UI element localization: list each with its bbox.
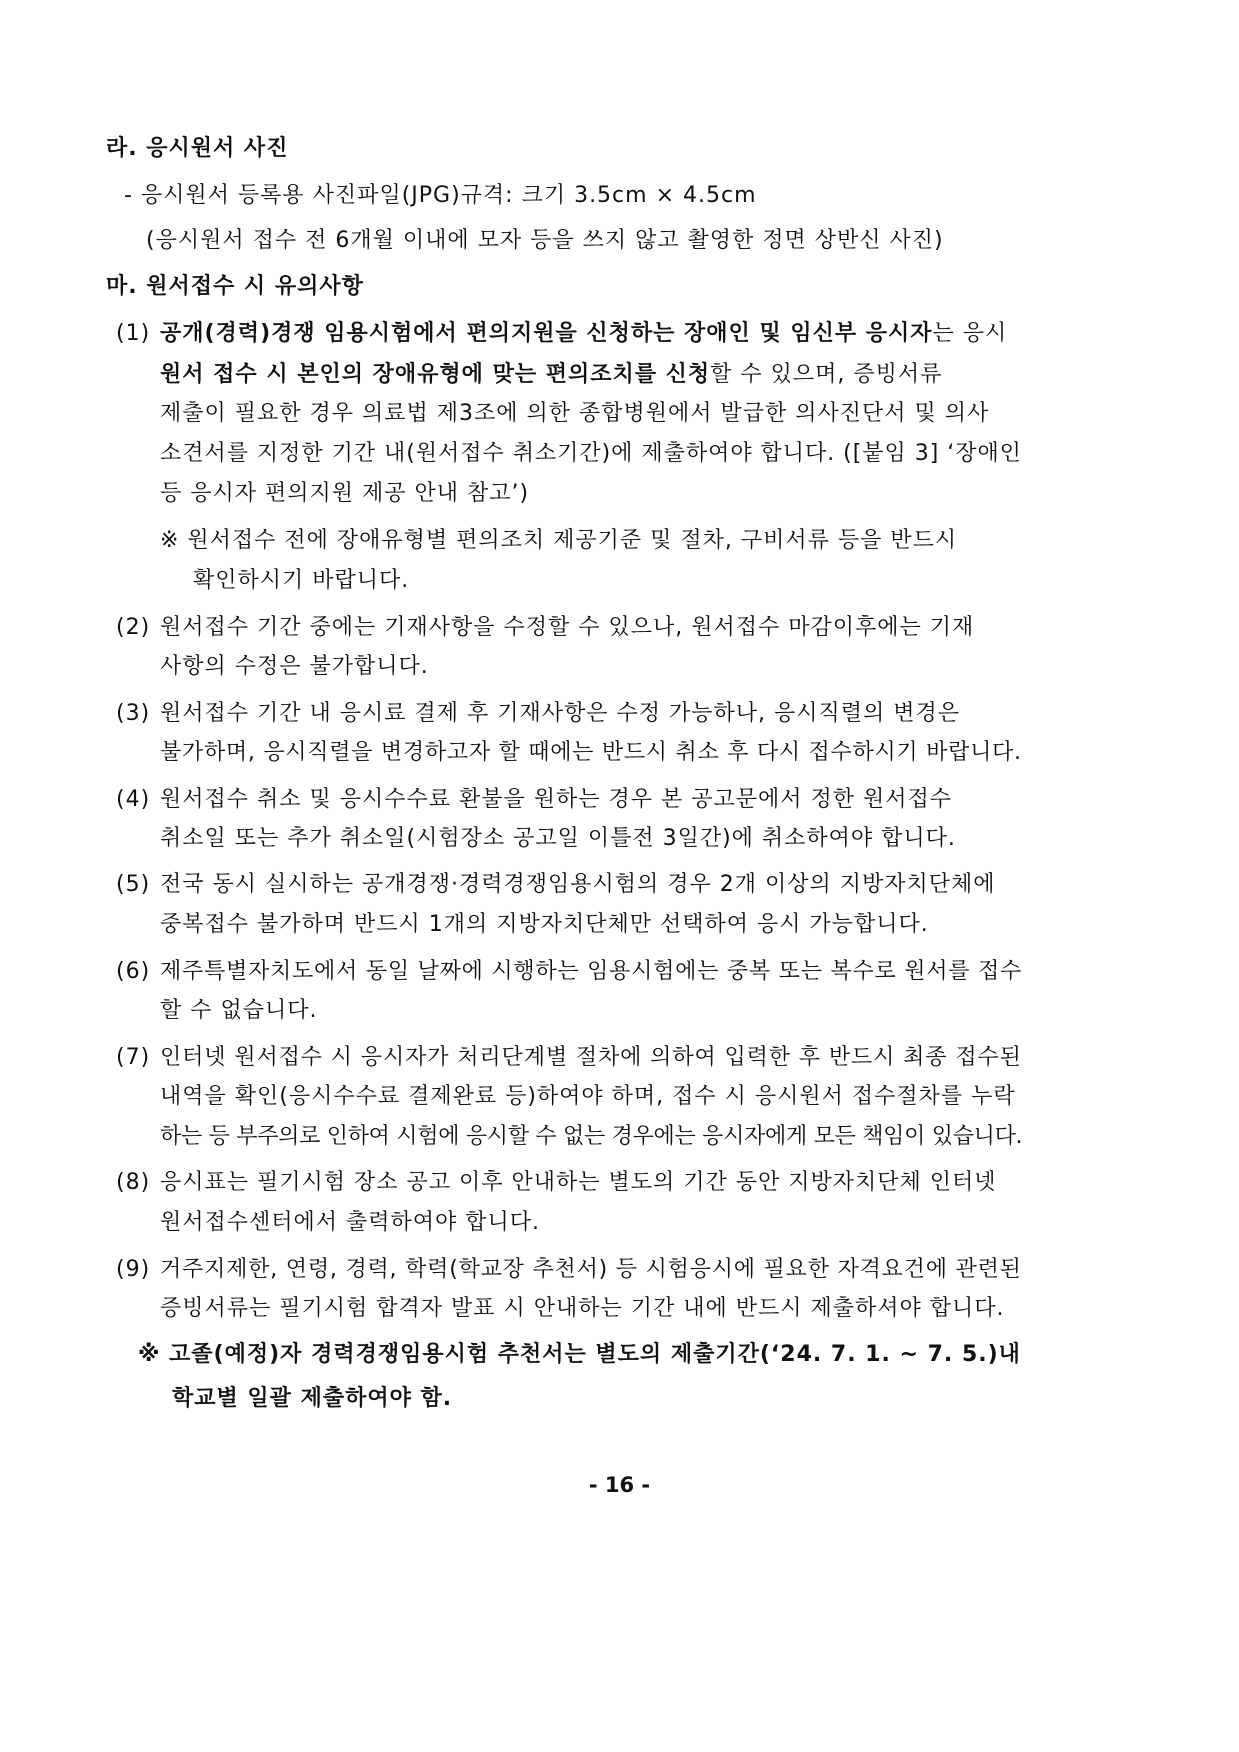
- item9-line2: 증빙서류는 필기시험 합격자 발표 시 안내하는 기간 내에 반드시 제출하셔야 합니다.: [160, 1296, 1005, 1321]
- item-number: (9): [116, 1257, 151, 1282]
- item5-line2: 중복접수 불가하며 반드시 1개의 지방자치단체만 선택하여 응시 가능합니다.: [160, 912, 929, 937]
- item1-bold-a: 공개(경력)경쟁 임용시험에서 편의지원을 신청하는 장애인 및 임신부 응시자: [160, 321, 933, 346]
- item2-line2: 사항의 수정은 불가합니다.: [160, 654, 429, 679]
- item1-line4: 소견서를 지정한 기간 내(원서접수 취소기간)에 제출하여야 합니다. ([붙임 3] ‘장애인: [160, 441, 1022, 466]
- photo-spec-line: - 응시원서 등록용 사진파일(JPG)규격: 크기 3.5cm × 4.5cm: [124, 183, 757, 208]
- item-number: (2): [116, 615, 151, 640]
- item2-line1: 원서접수 기간 중에는 기재사항을 수정할 수 있으나, 원서접수 마감이후에는 기재: [160, 615, 975, 640]
- item5-line1: 전국 동시 실시하는 공개경쟁·경력경쟁임용시험의 경우 2개 이상의 지방자치단체에: [160, 872, 996, 897]
- item9-line1: 거주지제한, 연령, 경력, 학력(학교장 추천서) 등 시험응시에 필요한 자격요건에 관련된: [160, 1257, 1022, 1282]
- section-heading-cautions: 마. 원서접수 시 유의사항: [106, 274, 364, 299]
- item1-line2: [160, 360, 942, 390]
- item1-note-line1: ※ 원서접수 전에 장애유형별 편의조치 제공기준 및 절차, 구비서류 등을 반드시: [160, 528, 958, 553]
- item1-line5: 등 응시자 편의지원 제공 안내 참고’): [160, 481, 530, 506]
- item1-text-b: 할 수 있으며, 증빙서류: [710, 362, 943, 387]
- item7-line2: 내역을 확인(응시수수료 결제완료 등)하여야 하며, 접수 시 응시원서 접수절차를 누락: [160, 1084, 1016, 1109]
- item-number: (8): [116, 1170, 151, 1195]
- item-number: (3): [116, 701, 151, 726]
- item3-line2: 불가하며, 응시직렬을 변경하고자 할 때에는 반드시 취소 후 다시 접수하시기 바랍니다.: [160, 740, 1022, 765]
- item4-line1: 원서접수 취소 및 응시수수료 환불을 원하는 경우 본 공고문에서 정한 원서접수: [160, 787, 952, 812]
- item4-line2: 취소일 또는 추가 취소일(시험장소 공고일 이틀전 3일간)에 취소하여야 합니다.: [160, 826, 956, 851]
- item1-line1: [160, 319, 1007, 349]
- item8-line2: 원서접수센터에서 출력하여야 합니다.: [160, 1210, 541, 1235]
- section-heading-photo: 라. 응시원서 사진: [106, 136, 289, 161]
- final-note-line2: 학교별 일괄 제출하여야 함.: [172, 1386, 453, 1411]
- item-number: (5): [116, 872, 151, 897]
- photo-note-line: (응시원서 접수 전 6개월 이내에 모자 등을 쓰지 않고 촬영한 정면 상반신 사진): [146, 228, 944, 253]
- final-note-line1: ※ 고졸(예정)자 경력경쟁임용시험 추천서는 별도의 제출기간(‘24. 7. 1. ~ 7. 5.)내: [138, 1342, 1021, 1367]
- page-number: - 16 -: [588, 1473, 651, 1497]
- item6-line1: 제주특별자치도에서 동일 날짜에 시행하는 임용시험에는 중복 또는 복수로 원서를 접수: [160, 959, 1023, 984]
- item-number: (7): [116, 1045, 151, 1070]
- item-number: (1): [116, 321, 151, 346]
- item7-line3: 하는 등 부주의로 인하여 시험에 응시할 수 없는 경우에는 응시자에게 모든 책임이 있습니다.: [160, 1124, 1023, 1149]
- item7-line1: 인터넷 원서접수 시 응시자가 처리단계별 절차에 의하여 입력한 후 반드시 최종 접수된: [160, 1045, 1022, 1070]
- item1-line3: 제출이 필요한 경우 의료법 제3조에 의한 종합병원에서 발급한 의사진단서 및 의사: [160, 401, 990, 426]
- item-number: (6): [116, 959, 151, 984]
- item8-line1: 응시표는 필기시험 장소 공고 이후 안내하는 별도의 기간 동안 지방자치단체 인터넷: [160, 1170, 997, 1195]
- item1-bold-b: 원서 접수 시 본인의 장애유형에 맞는 편의조치를 신청: [160, 362, 711, 387]
- item6-line2: 할 수 없습니다.: [160, 998, 318, 1023]
- item-number: (4): [116, 787, 151, 812]
- item3-line1: 원서접수 기간 내 응시료 결제 후 기재사항은 수정 가능하나, 응시직렬의 변경은: [160, 701, 960, 726]
- item1-text-a: 는 응시: [932, 321, 1008, 346]
- item1-note-line2: 확인하시기 바랍니다.: [193, 568, 410, 593]
